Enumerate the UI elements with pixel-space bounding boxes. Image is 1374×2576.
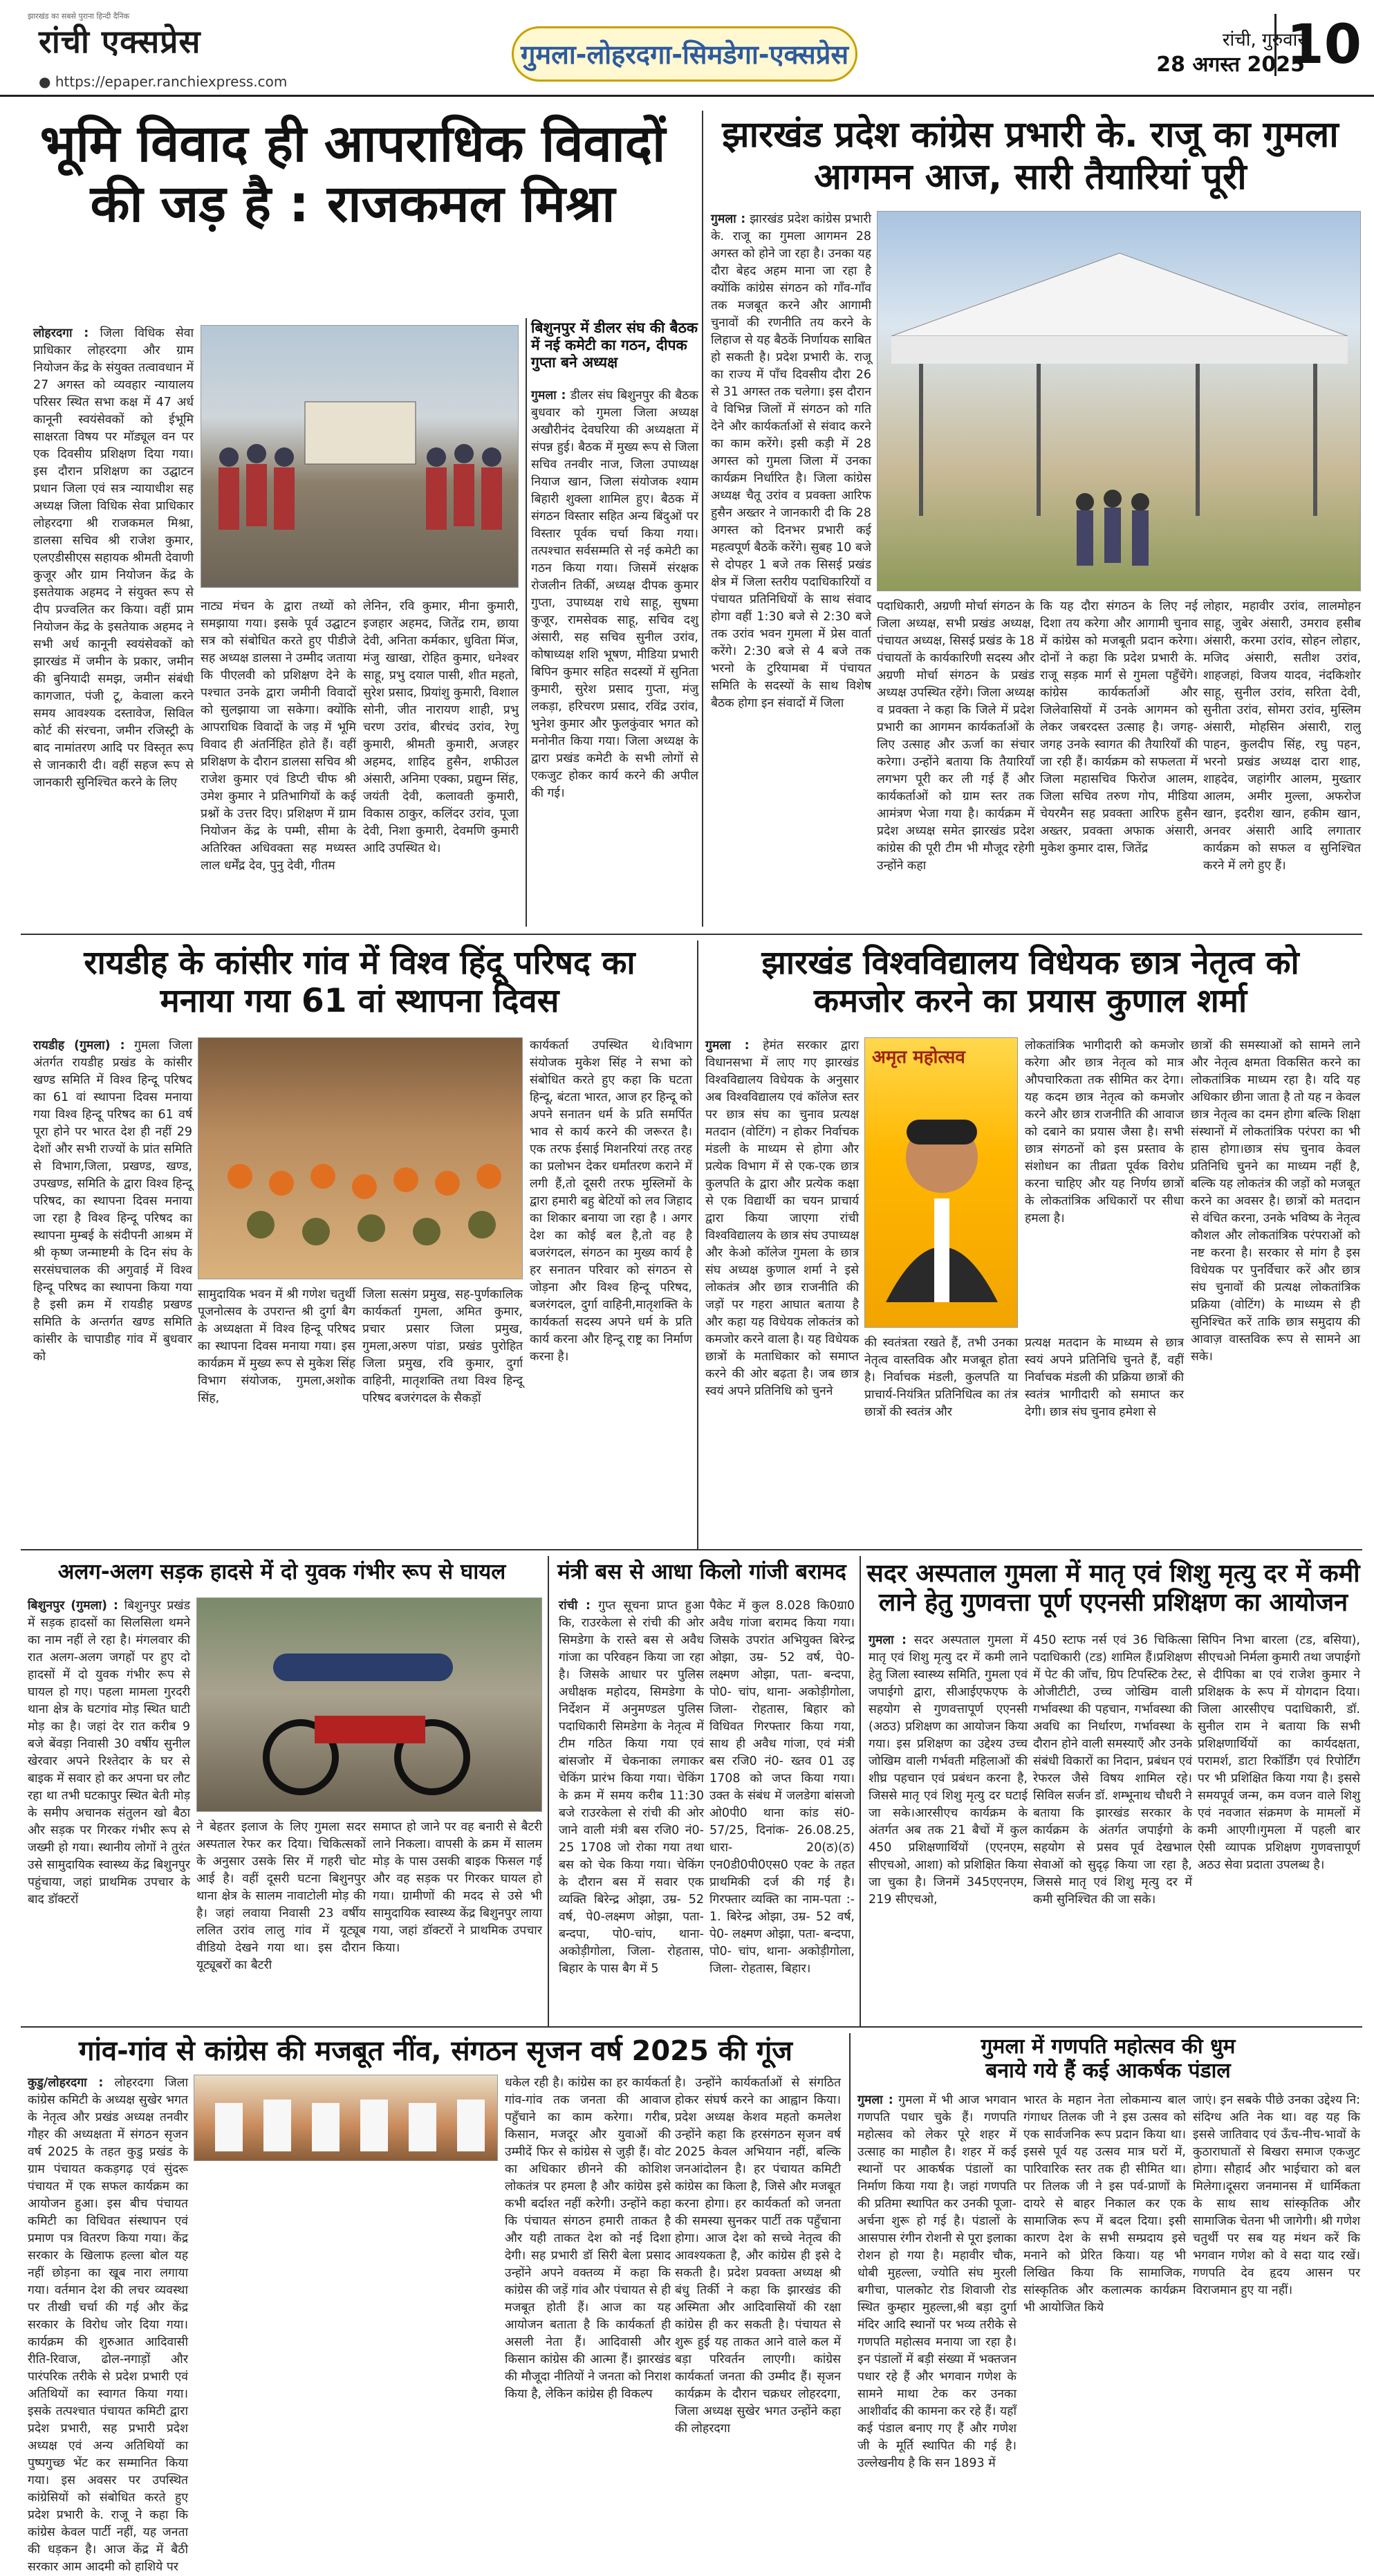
article-a5-col1 [705, 1037, 859, 1542]
headline-a10-line2: बनाये गये हैं कई आकर्षक पंडाल [985, 2059, 1231, 2084]
body-a5: हेमंत सरकार द्वारा विधानसभा में लाए गए झारखंड विश्वविद्यालय विधेयक के अनुसार अब विश्वविद्यालय एवं कॉलेज स्तर पर छात्र संघ का चुनाव प्रत्यक्ष मतदान (वोटिंग) न होकर निर्वाचक मंडली के माध्यम से होगा और प्रत्येक विभाग में से एक-एक छात्र कुलपति के द्वारा और प्रत्येक कक्षा से एक विद्यार्थी का चयन प्राचार्य द्वारा किया जाएगा रांची विश्वविद्यालय के छात्र संघ उपाध्यक्ष और केओ कॉलेज गुमला के छात्र संघ अध्यक्ष कुणाल शर्मा ने इसे लोकतंत्र और छात्र राजनीति की जड़ों पर गहरा आघात बताया है और कहा यह विधेयक लोकतंत्र को कमजोर करने वाला है। यह विधेयक छात्रों के मताधिकार को समाप्त करने की ओर बढ़ता है। जब छात्र स्वयं अपने प्रतिनिधि को चुनने [705, 1039, 859, 1398]
headline-a1 [28, 114, 678, 235]
photo-a6-accident [196, 1597, 542, 1812]
photo-a1-training [201, 325, 519, 588]
dateline-a10: गुमला : [857, 2093, 893, 2107]
headline-a3 [705, 114, 1355, 199]
article-a9-col3: है। उन्होंने कार्यकर्ताओं से संगठित होकर संघर्ष करने का आह्वान किया। प्रदेश अध्यक्ष केशव महतो कमलेश उन्होंने कहा कि हरसंगठन सृजन वर्ष 2025 केवल अभियान नहीं, बल्कि जनआंदोलन है। हर पंचायत कमिटी कांग्रेस का किला है, जिसे और मजबूत करना होगा। हर कार्यकर्ता को जनता की समस्या सुनकर पार्टी तक पहुँचाना होगा। आज देश को सच्चे नेतृत्व की आवश्यकता है, और कांग्रेस ही इसे दे सकती है। प्रदेश प्रवक्ता अध्यक्ष श्री बंधु तिर्की ने कहा कि झारखंड की अस्मिता और आदिवासियों की रक्षा कांग्रेस ही कर सकती है। पंचायत से शुरू हुई यह ताकत आने वाले कल में बड़ा परिवर्तन लाएगी। कांग्रेस कार्यकर्ता जनता की उम्मीद हैं। सृजन कार्यक्रम के दौरान चक्रधर लोहरदगा, जिला अध्यक्ष सुखेर भगत उन्होंने कहा की लोहरदगा [675, 2076, 841, 2436]
photo-a9-congress-meeting [194, 2075, 498, 2161]
headline-a7: मंत्री बस से आधा किलो गांजी बरामद [557, 1559, 846, 1584]
headline-a4-line2: मनाया गया 61 वां स्थापना दिवस [160, 982, 559, 1021]
dateline-a3: गुमला : [711, 212, 746, 226]
body-a10: गुमला में भी आज भगवान गणपति पधार चुके हैं। गणपति महोत्सव को लेकर पूरे शहर में उत्साह का माहौल है। शहर में कई स्थानों पर आकर्षक पंडालों का निर्माण किया गया है। जहां गणपति की प्रतिमा स्थापित कर उनकी पूजा-अर्चना शुरू हो गई है। पंडालों के आसपास रंगीन रोशनी से पूरा इलाका रोशन हो गया है। महावीर चौक, धोबी मुहल्ला, ज्योति संघ मुरली बगीचा, पालकोट रोड शिवाजी रोड स्थित कुम्हार मुहल्ला,श्री बड़ा दुर्गा मंदिर आदि स्थानों पर भव्य तरीके से गणपति महोत्सव मनाया जा रहा है। इन पंडालों में बड़ी संख्या में भक्तजन पधार रहे हैं और भगवान गणेश के सामने माथा टेक कर उनका आशीर्वाद की कामना कर रहे हैं। यहाँ कई पंडाल बनाए गए हैं और गणेश जी के मूर्ति स्थापित की गई है। उल्लेखनीय है कि सन 1893 में [857, 2093, 1016, 2470]
article-a6-col1 [28, 1597, 190, 2019]
body-a2: डीलर संघ बिशुनपुर की बैठक बुधवार को गुमला जिला अध्यक्ष अखौरीनंद देवघरिया की अध्यक्षता में संपन्न हुई। बैठक में मुख्य रूप से जिला सचिव तनवीर नाज, जिला उपाध्यक्ष नियाज खान, जिला संयोजक श्याम बिहारी शुक्ला शामिल हुए। बैठक में संगठन विस्तार सहित अन्य बिंदुओं पर विस्तार पूर्वक चर्चा किया गया। तत्पश्चात सर्वसम्मति से नई कमेटी का गठन किया गया। जिसमें संरक्षक रोजलीन तिर्की, अध्यक्ष दीपक कुमार गुप्ता, उपाध्यक्ष राधे साहू, सुषमा कुजूर, रामसेवक साहू, सचिव दशु अंसारी, सह सचिव सुनील उरांव, कोषाध्यक्ष शशि भूषण, मीडिया प्रभारी बिपिन कुमार सहित सदस्यों में सुनिता कुमारी, सुरेश प्रसाद गुप्ता, मंजु लकड़ा, हरिचरण प्रसाद, रविंद्र उरांव, भुनेश कुमार और फुलकुंवार भगत को मनोनीत किया गया। जिला अध्यक्ष के द्वारा प्रखंड कमेटी के सभी लोगों से एकजुट होकर कार्य करने की अपील की गई। [531, 389, 698, 800]
headline-a9: गांव-गांव से कांग्रेस की मजबूत नींव, संगठन सृजन वर्ष 2025 की गूंज [79, 2035, 792, 2067]
article-a10-col1 [857, 2092, 1016, 2470]
article-a3-col3: कि यह दौरा संगठन के लिए नई दिशा तय करेगा और आगामी चुनाव में कांग्रेस को मजबूती प्रदान करेगा। दोनों ने कहा कि प्रदेश प्रभारी के. राजू सड़क मार्ग से गुमला पहुँचेंगे। कांग्रेस कार्यकर्ताओं और जिलेवासियों में उनके आगमन को लेकर जबरदस्त उत्साह है। जगह-जगह उनके स्वागत की तैयारियाँ की जा रही हैं। कार्यक्रम को सफलता में जिला महासचिव फिरोज आलम, जिला सचिव तरुण गोप, मीडिया चेयरमैन सह प्रवक्ता आरिफ हुसैन अख्तर, प्रवक्ता अफाक अंसारी, मुकेश कुमार दास, जितेंद्र [1040, 600, 1198, 855]
masthead [0, 0, 1374, 97]
headline-a5 [702, 944, 1359, 1021]
body-a3: झारखंड प्रदेश कांग्रेस प्रभारी के. राजू का गुमला आगमन 28 अगस्त को होने जा रहा है। उनका यह दौरा बेहद अहम माना जा रहा है क्योंकि कांग्रेस संगठन को गाँव-गाँव तक मजबूत करने और आगामी चुनावों की रणनीति तय करने के लिहाज से यह बैठकें निर्णायक साबित हो सकती है। प्रदेश प्रभारी के. राजू का राज्य में पाँच दिवसीय दौरा 26 से 31 अगस्त तक चलेगा। इस दौरान वे विभिन्न जिलों में संगठन को गति देने और कार्यकर्ताओं से संवाद करने का काम करेंगे। इसी कड़ी में 28 अगस्त को गुमला जिला में उनका कार्यक्रम निर्धारित है। जिला कांग्रेस अध्यक्ष चैतू उरांव व प्रवक्ता आरिफ हुसैन अख्तर ने जानकारी दी कि 28 अगस्त को दिनभर प्रभारी कई महत्वपूर्ण बैठकें करेंगे। सुबह 10 बजे से दोपहर 1 बजे तक सिसई प्रखंड क्षेत्र में जिला स्तरीय पदाधिकारियों व पंचायत प्रतिनिधियों के साथ संवाद होगा वहीं 1:30 बजे से 2:30 बजे तक उरांव भवन गुमला में प्रेस वार्ता करेंगे। 2:30 बजे से 4 बजे तक भरनो के टुरियामबा में पंचायत समिति के सदस्यों के साथ विशेष बैठक होगा इन संवादों में जिला [711, 212, 871, 710]
dateline-a9: कुडु/लोहरदगा : [28, 2076, 104, 2090]
section-rule [21, 934, 1362, 935]
headline-a1-line2: की जड़ है : राजकमल मिश्रा [90, 174, 615, 234]
headline-a8 [864, 1559, 1362, 1618]
article-a9-col2: धकेल रही है। कांग्रेस का हर कार्यकर्ता गांव-गांव तक जनता की आवाज पहुँचाने का काम करेगा। गरीब, किसान, मजदूर और युवाओं की उम्मीदें फिर से कांग्रेस से जुड़ी हैं। वोट का अधिकार छीनने की कोशिश लोकतंत्र पर हमला है और कांग्रेस इसे कभी बर्दाश्त नहीं करेगी। उन्होंने कहा कि पंचायत संगठन हमारी ताकत है और यही ताकत देश को नई दिशा देगी। सह प्रभारी डॉ सिरी बेला प्रसाद उन्होंने अपने वक्तव्य में कहा कि कांग्रेस की जड़ें गांव और पंचायत से ही मजबूत होती हैं। आज का यह आयोजन बताता है कि कार्यकर्ता ही असली नेता हैं। आदिवासी और किसान कांग्रेस की आत्मा हैं। झारखंड की मौजूदा नीतियों ने जनता को निराश किया है, लेकिन कांग्रेस ही विकल्प [505, 2076, 671, 2401]
article-a3-col4: लोहार, महावीर उरांव, लालमोहन साहू, जुबेर अंसारी, उमराव हसीब अंसारी, करमा उरांव, सोहन लोहार, मजिद अंसारी, सतीश उरांव, शाहजहां, विजय यादव, नंदकिशोर साहू, सुनील उरांव, सरिता देवी, सुनीता उरांव, सोमरा उरांव, मुस्लिम अंसारी, मोहसिन अंसारी, रालु पाहन, कुलदीप सिंह, रघु पहन, भरनो प्रखंड अध्यक्ष दारा शाह, शाहदेव, जहांगीर आलम, मुख्तार आलम, अमीर मुल्ला, अफरोज खान, इदरीश खान, हकीम खान, अनवर अंसारी आदि लगातार कार्यक्रम को सफल व सुनिश्चित करने में लगे हुए हैं। [1203, 600, 1361, 873]
headline-a3-line1: झारखंड प्रदेश कांग्रेस प्रभारी के. राजू का गुमला [722, 114, 1339, 156]
article-a8-col2: 450 स्टाफ नर्स एवं 36 चिकित्सा पदाधिकारी (टड) शामिल हैं।प्रशिक्षण में पेट की जाँच, ग्रिप टिपस्टिक टेस्ट, ओजीटीटी, उच्च जोखिम वाली गर्भावस्था की पहचान, गर्भावस्था की अवधि का निर्धारण, गर्भावस्था के दौरान होने वाली समस्याएँ और उनके संबंधी विकारों का निदान, प्रबंधन एवं रेफरल जैसे विषय शामिल रहे।सिविल सर्जन डॉ. शम्भूनाथ चौधरी ने बताया कि झारखंड सरकार के कार्यक्रम के अंतर्गत जपाईगो के सहयोग से प्रसव पूर्व देखभाल सेवाओं को सुदृढ़ किया जा रहा है, जिससे मातृ एवं शिशु मृत्यु दर में कमी सुनिश्चित की जा सके। [1033, 1633, 1193, 1907]
headline-a8-line2: लाने हेतु गुणवत्ता पूर्ण एएनसी प्रशिक्षण का आयोजन [878, 1588, 1348, 1618]
article-a5-col3: लोकतांत्रिक भागीदारी को कमजोर करेगा और छात्र नेतृत्व को मात्र औपचारिकता तक सीमित कर देगा।यह कदम छात्र नेतृत्व को कमजोर करने और छात्र राजनीति की आवाज को दबाने का प्रयास जैसा है। सभी छात्र संगठनों को इस प्रस्ताव के संशोधन का तीव्रता पूर्वक विरोध करना चाहिए और यह निर्णय छात्रों के लोकतांत्रिक अधिकारों पर सीधा हमला है। [1025, 1039, 1184, 1225]
column-divider [526, 318, 527, 927]
globe-icon: ● [39, 73, 55, 90]
city-day: रांची, गुरुवार [1222, 30, 1305, 50]
article-a3-col1 [711, 211, 871, 923]
article-a4-col3: जिला सत्संग प्रमुख, सह-पुर्णकालिक कार्यकर्ता गुमला, अमित कुमार, प्रचार प्रसार जिला प्रमुख, गुमला,अरुण पांडा, प्रखंड पुरोहित जिला प्रमुख, रवि कुमार, दुर्गा वाहिनी, मातृशक्ति तथा विश्व हिन्दू परिषद बजरंगदल के सैकड़ों [362, 1288, 523, 1405]
dateline-a1: लोहरदगा : [33, 326, 89, 340]
headline-a6: अलग-अलग सड़क हादसे में दो युवक गंभीर रूप से घायल [57, 1559, 506, 1584]
article-a4-col4: कार्यकर्ता उपस्थित थे।विभाग संयोजक मुकेश सिंह ने सभा को संबोधित करते हुए कहा कि घटता हिन्दू, बंटता भारत, आज हर हिन्दू को अपने सनातन धर्म के प्रति समर्पित भाव से कार्य करने की जरूरत है। एक तरफ ईसाई मिशनरियां तरह तरह का प्रलोभन देकर धर्मांतरण कराने में लगी हैं,तो दूसरी तरफ मुस्लिमों के द्वारा हमारी बहु बेटियों को लव जिहाद का शिकार बनाया जा रहा है । अगर देश का कोई बल है,तो वह है बजरंगदल, संगठन का मुख्य कार्य है हर सनातन परिवार को संगठन से जोड़ना और विश्व हिन्दू परिषद, बजरंगदल, दुर्गा वाहिनी,मातृशक्ति के कार्यकर्ता सदस्य अपने धर्म के प्रति कार्य करना और हिन्दू राष्ट्र का निर्माण करना है। [530, 1039, 692, 1364]
headline-a5-line1: झारखंड विश्वविद्यालय विधेयक छात्र नेतृत्व को [761, 944, 1299, 982]
headline-a4-line1: रायडीह के कांसीर गांव में विश्व हिंदू परिषद का [84, 944, 635, 982]
column-divider [697, 940, 698, 1549]
body-a6: बिशुनपुर प्रखंड में सड़क हादसों का सिलसिला थमने का नाम नहीं ले रहा है। मंगलवार की रात अलग-अलग जगहों पर हुए दो हादसों में दो युवक गंभीर रूप से घायल हो गए। पहला मामला गुरदरी थाना क्षेत्र के घटगांव मोड़ स्थित घाटी मोड़ का है। जहां देर रात करीब 9 बजे बेंवड़ा निवासी 30 वर्षीय सुनील खेरवार अपने रिश्तेदार के घर से बाइक में सवार हो कर अपना घर लौट रहा था तभी घटकापुर स्थित बेती मोड़ के समीप अचानक संतुलन खो बैठा और सड़क पर गिरकर गंभीर रूप से जख्मी हो गया। स्थानीय लोगों ने तुरंत उसे सामुदायिक स्वास्थ्य केंद्र बिशुनपुर पहुंचाया, जहां प्राथमिक उपचार के बाद डॉक्टरों [28, 1599, 190, 1907]
column-divider [702, 111, 703, 927]
headline-a10-line1: गुमला में गणपति महोत्सव की धुम [981, 2035, 1236, 2059]
issue-date: 28 अगस्त 2025 [1156, 53, 1305, 77]
article-a7-col2: पैकेट में कुल 8.028 कि0ग्रा0 अवैध गांजा बरामद किया गया। जिसके उपरांत अभियुक्त बिरेन्द्र ओझा, उम्र- 52 वर्ष, पे0- लक्ष्मण ओझा, पता- बन्दपा, पो0- चांप, थाना- अकोड़ीगोला, जिला- रोहतास, बिहार को विधिवत गिरफ्तार किया गया, साथ ही अवैध गांजा, एवं मंत्री बस रजि0 नं0- ख्तव 01 उइ 1708 को जप्त किया गया। उक्त के संबंध में जलडेगा बांसजो ओ0पी0 थाना कांड सं0- 57/25, दिनांक- 26.08.25, धारा- 20(ठ)(ठ) एन0डी0पी0एस0 एक्ट के तहत प्राथमिकी दर्ज की गई है। गिरफ्तार व्यक्ति का नाम-पता :- 1. बिरेन्द्र ओझा, उम्र- 52 वर्ष, पे0- लक्ष्मण ओझा, पता- बन्दपा, पो0- चांप, थाना- अकोड़ीगोला, जिला- रोहतास, बिहार। [709, 1599, 855, 1976]
section-rule [21, 1549, 1362, 1550]
body-a4: गुमला जिला अंतर्गत रायडीह प्रखंड के कांसीर खण्ड समिति में विश्व हिन्दू परिषद का 61 वां स्थापना दिवस मनाया गया विश्व हिन्दू परिषद का 61 वर्ष पूरा होने पर भारत देश ही नहीं 29 देशों और सभी राज्यों के प्रांत समिति से विभाग,जिला, प्रखण्ड, खण्ड, उपखण्ड, समिति के द्वारा विश्व हिन्दू परिषद, का स्थापना दिवस मनाया जा रहा है विश्व हिन्दू परिषद का स्थापना मुम्बई के संदीपनी आश्रम में श्री कृष्ण जन्माष्टमी के दिन संघ के सरसंघचालक की अगुवाई में विश्व हिन्दू परिषद का स्थापना किया गया है इसी क्रम में रायडीह प्रखण्ड समिति के अन्तर्गत खण्ड समिति कांसीर के चापाडीह गांव में बुधवार को [33, 1039, 192, 1364]
column-divider [548, 1556, 549, 2026]
headline-a4 [28, 944, 691, 1021]
article-a9-col1 [28, 2075, 188, 2574]
dateline-a2: गुमला : [531, 389, 566, 402]
body-a8: सदर अस्पताल गुमला में मातृ एवं शिशु मृत्यु दर में कमी लाने हेतु जिला स्वास्थ्य समिति, गुमला एवं जपाईगो द्वारा, सीआईएफएफ के सहयोग से गुणवत्तापूर्ण एएनसी (अठउ) प्रशिक्षण का आयोजन किया गया। इस प्रशिक्षण का उद्देश्य उच्च जोखिम वाली गर्भवती महिलाओं की शीघ्र पहचान एवं प्रबंधन करना है, जिससे मातृ एवं शिशु मृत्यु दर घटाई जा सके।आरसीएच कार्यक्रम के अंतर्गत अब तक 21 बैचों में कुल 450 प्रशिक्षणार्थियों (एएनएम, सीएचओ, आशा) को प्रशिक्षित किया जा चुका है। जिनमें 345एएनएम, 219 सीएचओ, [869, 1633, 1028, 1907]
article-a8-col3: सिपिन निभा बारला (टड, बसिया), सीएचओ निर्मला कुमारी तथा जपाईगो से दीपिका बा एवं राजेश कुमार ने प्रशिक्षक के रूप में योगदान दिया।जिला आरसीएच पदाधिकारी, डॉ. सुनील राम ने बताया कि सभी प्रशिक्षणार्थियों का कार्यदक्षता, परामर्श, डाटा रिकॉर्डिंग एवं रिपोर्टिंग पर भी प्रशिक्षित किया गया है। इससे समयपूर्व जन्म, कम वजन वाले शिशु एवं नवजात संक्रमण के मामलों में कमी आएगी।गुमला में पहली बार ऐसी व्यापक प्रशिक्षण गुणवत्तापूर्ण अठउ सेवा प्रदाता उपलब्ध है। [1198, 1633, 1360, 1872]
group-photo-graphic [201, 326, 519, 589]
column-divider [849, 2033, 851, 2161]
article-a7-col1 [559, 1597, 704, 2019]
motorbike-graphic [197, 1598, 543, 1813]
article-a4-col2: सामुदायिक भवन में श्री गणेश चतुर्थी पूजनोत्सव के उपरान्त श्री दुर्गा बैग के अध्यक्षता में विश्व हिन्दू परिषद का स्थापना दिवस मनाया गया। इस कार्यक्रम में मुख्य रूप से मुकेश सिंह विभाग संयोजक, गुमला,अशोक सिंह, [198, 1288, 355, 1405]
article-a6-col2: ने बेहतर इलाज के लिए गुमला सदर अस्पताल रेफर कर दिया। चिकित्सकों के अनुसार उसके सिर में गहरी चोट आई है। वहीं दूसरी घटना बिशुनपुर थाना क्षेत्र के सालम नावाटोली मोड़ की है। जहां लवाया निवासी 23 वर्षीय ललित उरांव लालु गांव में यूट्यूब वीडियो देखने गया था। इस दौरान यूट्यूबरों का बैटरी [196, 1820, 366, 1972]
headline-a3-line2: आगमन आज, सारी तैयारियां पूरी [814, 156, 1247, 198]
photo-a5-kunal-sharma [864, 1037, 1018, 1328]
headline-a8-line1: सदर अस्पताल गुमला में मातृ एवं शिशु मृत्यु दर में कमी [866, 1559, 1360, 1588]
article-a10-col2: भारत के महान नेता लोकमान्य बाल गंगाधर तिलक जी ने इस उत्सव को एक सार्वजनिक रूप प्रदान किया था। इससे पूर्व यह उत्सव मात्र घरों में, पारिवारिक स्तर तक ही सीमित था। पर तिलक जी ने इस पर्व-प्राणों के दायरे से बाहर निकाल कर एक सामाजिक रूप में बदल दिया। इसी कारण देश के सभी सम्प्रदाय इसे मनाने को प्रेरित किया। यह भी लिखित किया कि सामाजिक, सांस्कृतिक और कलात्मक कार्यक्रम भी आयोजित किये [1023, 2093, 1186, 2315]
article-a5-col5: छात्रों की समस्याओं को सामने लाने और नेतृत्व क्षमता विकसित करने का लोकतांत्रिक माध्यम रहा है। यदि यह अधिकार छीना जाता है तो यह न केवल छात्र नेतृत्व का दमन होगा बल्कि शिक्षा संस्थानों में लोकतांत्रिक परंपरा का भी हास होगा।छात्र संघ चुनाव केवल प्रतिनिधि चुनने का माध्यम नहीं है, बल्कि यह लोकतंत्र की जड़ों को मजबूत करने का अवसर है। छात्रों को मतदान से वंचित करना, उनके भविष्य के नेतृत्व कौशल और लोकतांत्रिक परंपराओं को नष्ट करना है। सरकार से मांग है इस विधेयक पर पुनर्विचार करें और छात्र संघ चुनावों की प्रत्यक्ष लोकतांत्रिक प्रक्रिया (वोटिंग) के माध्यम से ही सुनिश्चित करें ताकि छात्र समुदाय की आवाज़ वास्तविक रूप से सामने आ सके। [1191, 1039, 1360, 1364]
headline-a1-line1: भूमि विवाद ही आपराधिक विवादों [39, 114, 666, 174]
url-text: https://epaper.ranchiexpress.com [55, 73, 288, 90]
headline-a10 [854, 2035, 1362, 2084]
dateline-a7: रांची : [559, 1599, 591, 1613]
article-a3-col2: पदाधिकारी, अग्रणी मोर्चा संगठन के जिला अध्यक्ष, सभी प्रखंड अध्यक्ष, पंचायत अध्यक्ष, सिसई प्रखंड के 18 पंचायतों के कार्यकारिणी सदस्य और अग्रणी मोर्चा संगठन के प्रखंड अध्यक्ष उपस्थित रहेंगे। जिला अध्यक्ष व प्रवक्ता ने कहा कि जिले में प्रदेश प्रभारी का आगमन कार्यकर्ताओं के लिए उत्साह और ऊर्जा का संचार करेगा। उन्होंने बताया कि तैयारियाँ लगभग पूरी कर ली गई हैं और कार्यकर्ताओं को ग्राम स्तर तक आमंत्रण भेजा गया है। कार्यक्रम में प्रदेश अध्यक्ष समेत झारखंड प्रदेश कांग्रेस की पूरी टीम भी मौजूद रहेगी उन्होंने कहा [877, 600, 1034, 873]
article-a10-col3: जाएं। इन सबके पीछे उनका उद्देश्य नि: संदिग्ध अति नेक था। वह यह कि इससे जातिवाद एवं ऊँच-नीच-भावों के कुठाराघातों से बिखरा समाज एकजुट होगा। सौहार्द और भाईचारा को बल मिलेगा।दूसरा जनमानस में धार्मिकता के साथ साथ सांस्कृतिक और सामाजिक चेतना भी जागेगी। श्री गणेश चतुर्थी पर सब यह मंथन करें कि भगवान गणेश को वे सदा याद रखें। गणपति देव हृदय आसन पर विराजमान हुए या नहीं। [1193, 2093, 1361, 2297]
photo-a3-venue-tent [877, 211, 1361, 591]
headline-a5-line2: कमजोर करने का प्रयास कुणाल शर्मा [813, 982, 1247, 1021]
body-a1: जिला विधिक सेवा प्राधिकार लोहरदगा और ग्राम नियोजन केंद्र के संयुक्त तत्वावधान में 27 अगस्त को व्यवहार न्यायालय परिसर स्थित सभा कक्ष में 47 अर्ध कानूनी स्वयंसेवकों को ईभूमि साक्षरता विषय पर मॉड्यूल वन पर एक दिवसीय प्रशिक्षण दिया गया। इस दौरान प्रशिक्षण का उद्घाटन प्रधान जिला एवं सत्र न्यायाधीश सह अध्यक्ष जिला विधिक सेवा प्राधिकार लोहरदगा श्री राजकमल मिश्रा, डालसा सचिव श्री राजेश कुमार, एलएडीसीएस सहायक श्रीमती देवाणी कुजूर और ग्राम नियोजन केंद्र के इसतेयाक अहमद ने संयुक्त रूप से दीप प्रज्वलित कर किया। वहीं प्राम नियोजन केंद्र के इसतेयाक अहमद ने सभी अर्ध कानूनी स्वयंसेवकों को झारखंड में जमीन के प्रकार, जमीन की बुनियादी समझ, जमीन संबंधी कागजात, पंजी टू, केवाला करने समय आवश्यक दस्तावेज, सिविल कोर्ट की संरचना, जमीन रजिस्ट्री के बाद नामांतरण आदि पर विस्तृत रूप से जानकारी दी। वहीं सहज रूप से जानकारी सुनिश्चित करने के लिए [33, 326, 194, 790]
dateline-a5: गुमला : [705, 1039, 750, 1053]
tent-graphic [878, 212, 1362, 592]
article-a4-col1 [33, 1037, 192, 1542]
article-a1-col2: नाट्य मंचन के द्वारा तथ्यों को समझाया गया। इसके पूर्व उद्घाटन सत्र को संबोधित करते हुए पीडीजे सह अध्यक्ष डालसा ने उम्मीद जताया कि पीएलवी को प्रशिक्षण देने के पश्चात उनके द्वारा जमीनी विवादों को सुलझाया जा सकेगा। क्योंकि आपराधिक विवादों के जड़ में भूमि विवाद ही अंतर्निहित होते हैं। वहीं प्रशिक्षण के दौरान डालसा सचिव श्री राजेश कुमार एवं डिप्टी चीफ श्री उमेश कुमार ने प्रतिभागियों के कई प्रश्नों के उत्तर दिए। प्रशिक्षण में ग्राम नियोजन केंद्र के पम्मी, सीमा के अतिरिक्त अधिवक्ता सह मध्यस्त लाल धर्मेंद्र देव, पुनु देवी, गीतम [201, 600, 356, 873]
article-a6-col3: समाप्त हो जाने पर वह बनारी से बैटरी लाने निकला। वापसी के क्रम में सालम मोड़ के पास उसकी बाइक फिसल गई और वह सड़क पर गिरकर घायल हो गया। ग्रामीणों की मदद से उसे भी सामुदायिक स्वास्थ्य केंद्र बिशुनपुर लाया गया, जहां डॉक्टरों ने प्राथमिक उपचार किया। [373, 1820, 542, 1955]
section-rule [21, 2026, 1362, 2028]
article-a8-col1 [869, 1632, 1028, 2019]
newspaper-logo: रांची एक्सप्रेस [39, 23, 201, 60]
article-a5-col4: प्रत्यक्ष मतदान के माध्यम से छात्र स्वयं अपने प्रतिनिधि चुनते हैं, वहीं निर्वाचक मंडली की प्रक्रिया छात्रों की स्वतंत्र भागीदारी को समाप्त कर देगी। छात्र संघ चुनाव हमेशा से [1025, 1336, 1184, 1419]
article-a2 [531, 387, 698, 927]
dateline-a4: रायडीह (गुमला) : [33, 1039, 125, 1053]
epaper-url[interactable] [39, 73, 287, 90]
article-a5-col2: की स्वतंत्रता रखते हैं, तभी उनका नेतृत्व वास्तविक और मजबूत होता है। निर्वाचक मंडली, कुलपति या प्राचार्य-नियंत्रित प्रतिनिधित्व का तंत्र छात्रों की स्वतंत्र और [864, 1336, 1018, 1419]
column-divider [860, 1556, 861, 2026]
section-banner: गुमला-लोहरदगा-सिमडेगा-एक्सप्रेस [512, 26, 857, 82]
body-a9: लोहरदगा जिला कांग्रेस कमिटी के अध्यक्ष सुखेर भगत के नेतृत्व और प्रखंड अध्यक्ष तनवीर गौहर की अध्यक्षता में संगठन सृजन वर्ष 2025 के तहत कुडु प्रखंड के ग्राम पंचायत ककड़गढ़ एवं सुंदरू पंचायत में एक सफल कार्यक्रम का आयोजन हुआ। इस बीच पंचायत कमिटी का विधिवत संस्थापन एवं प्रमाण पत्र वितरण किया गया। केंद्र सरकार के खिलाफ हल्ला बोल यह नहीं छोड़ना का खूब नारा लगाया गया। वर्तमान देश की लचर व्यवस्था पर तीखी चर्चा की गई और केंद्र सरकार के विरोध जोर दिया गया। कार्यक्रम की शुरुआत आदिवासी रीति-रिवाज, ढोल-नगाड़ों और पारंपरिक तरीके से प्रदेश प्रभारी एवं अतिथियों का स्वागत किया गया। इसके तत्पश्चात पंचायत कमिटी द्वारा प्रदेश प्रभारी, सह प्रभारी प्रदेश अध्यक्ष एवं अन्य अतिथियों का पुष्पगुच्छ भेंट कर सम्मानित किया गया। इस अवसर पर उपस्थित कांग्रेसियों को संबोधित करते हुए प्रदेश प्रभारी के. राजू ने कहा कि कांग्रेस केवल पार्टी नहीं, यह जनता की धड़कन है। आज केंद्र में बैठी सरकार आम आदमी को हाशिये पर [28, 2076, 188, 2574]
crowd-graphic [198, 1038, 523, 1280]
page-number: 10 [1274, 14, 1362, 76]
tagline: झारखंड का सबसे पुराना हिन्दी दैनिक [28, 12, 130, 21]
portrait-graphic [865, 1074, 1019, 1337]
photo-a4-gathering [198, 1037, 523, 1279]
meeting-graphic [194, 2075, 499, 2162]
headline-a2: बिशुनपुर में डीलर संघ की बैठक में नई कमेटी का गठन, दीपक गुप्ता बने अध्यक्ष [531, 319, 698, 371]
body-a7: गुप्त सूचना प्राप्त हुआ कि, राउरकेला से रांची की ओर सिमडेगा के रास्ते बस से अवैध गांजा का परिवहन किया जा रहा है। जिसके आधार पर पुलिस अधीक्षक महोदय, सिमडेगा के निर्देशन में अनुमण्डल पुलिस पदाधिकारी सिमडेगा के नेतृत्व में टीम गठित किया गया एवं बांसजोर में चेकनाका लगाकर चेकिंग प्रारंभ किया गया। चेकिंग के क्रम में समय करीब 11:30 बजे राउरकेला से रांची की ओर जाने वाली मंत्री बस रजि0 नं0- 25 1708 जो रोका गया तथा बस को चेक किया गया। चेकिंग के दौरान बस में सवार एक व्यक्ति बिरेन्द्र ओझा, उम्र- 52 वर्ष, पे0-लक्ष्मण ओझा, पता- बन्दपा, पो0-चांप, थाना- अकोड़ीगोला, जिला- रोहतास, बिहार के पास बैग में 5 [559, 1599, 704, 1976]
article-a1-col3: लेनिन, रवि कुमार, मीना कुमारी, इजहार अहमद, जितेंद्र राम, छाया देवी, अनिता कर्मकार, धुविता मिंज, मंजु खाखा, रोहित कुमार, धनेश्वर साहू, प्रभु दयाल पासी, शीत महतो, सुरेश प्रसाद, प्रियांशु कुमारी, विशाल सोनी, जीत नारायण शाही, प्रभु चरण उरांव, बीरचंद उरांव, रेणु कुमारी, श्रीमती कुमारी, अजहर अहमद, शाहिद हुसैन, शफीउल अंसारी, अनिमा एक्का, प्रद्युम्न सिंह, जयंती देवी, कलावती कुमारी, विकास ठाकुर, कलिंदर उरांव, पूजा देवी, निशा कुमारी, देवमणि कुमारी आदि उपस्थित थे। [363, 600, 519, 855]
dateline-a6: बिशुनपुर (गुमला) : [28, 1599, 119, 1613]
dateline-a8: गुमला : [869, 1633, 907, 1647]
article-a1-col1 [33, 325, 194, 927]
banner-text-amrit: अमृत महोत्सव [872, 1047, 965, 1068]
